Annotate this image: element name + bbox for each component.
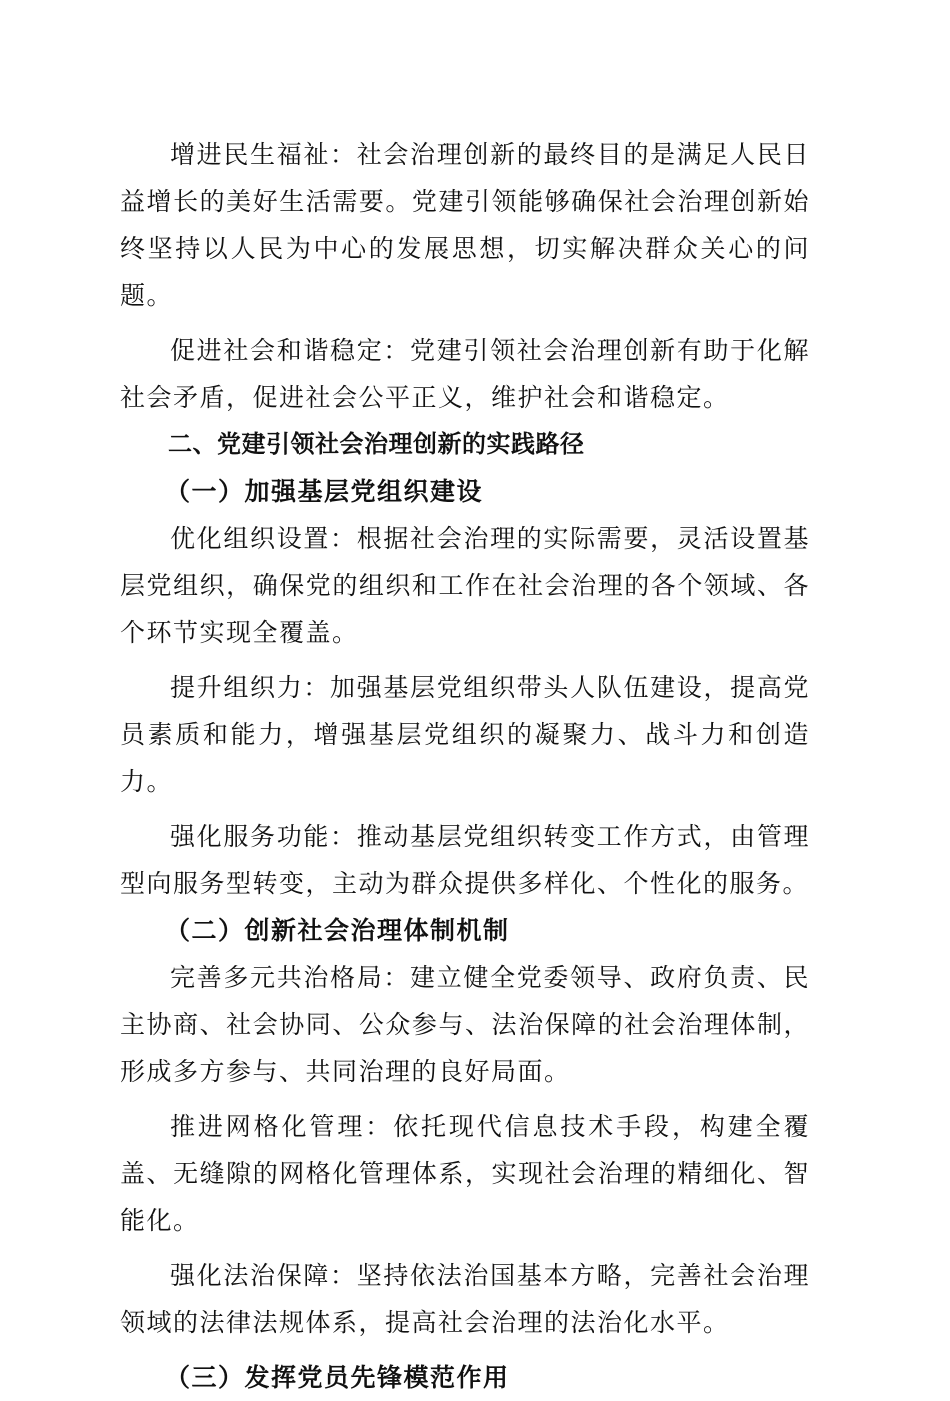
paragraph-service-function: 强化服务功能：推动基层党组织转变工作方式，由管理型向服务型转变，主动为群众提供多样化、个性化的服务。 bbox=[120, 822, 810, 898]
section-heading-practice-path: 二、党建引领社会治理创新的实践路径 bbox=[168, 430, 585, 458]
subheading-party-members-role: （三）发挥党员先锋模范作用 bbox=[165, 1363, 510, 1392]
paragraph-rule-of-law: 强化法治保障：坚持依法治国基本方略，完善社会治理领域的法律法规体系，提高社会治理的法治化水平。 bbox=[120, 1261, 810, 1337]
paragraph-organizational-capacity: 提升组织力：加强基层党组织带头人队伍建设，提高党员素质和能力，增强基层党组织的凝聚力、战斗力和创造力。 bbox=[120, 673, 810, 796]
subheading-grassroots-organization: （一）加强基层党组织建设 bbox=[165, 477, 484, 506]
subheading-governance-mechanism: （二）创新社会治理体制机制 bbox=[165, 916, 510, 945]
paragraph-harmony: 促进社会和谐稳定：党建引领社会治理创新有助于化解社会矛盾，促进社会公平正义，维护社会和谐稳定。 bbox=[120, 336, 810, 412]
paragraph-multi-governance: 完善多元共治格局：建立健全党委领导、政府负责、民主协商、社会协同、公众参与、法治保障的社会治理体制，形成多方参与、共同治理的良好局面。 bbox=[120, 963, 810, 1086]
paragraph-optimize-organization: 优化组织设置：根据社会治理的实际需要，灵活设置基层党组织，确保党的组织和工作在社会治理的各个领域、各个环节实现全覆盖。 bbox=[120, 524, 810, 647]
paragraph-livelihood: 增进民生福祉：社会治理创新的最终目的是满足人民日益增长的美好生活需要。党建引领能够确保社会治理创新始终坚持以人民为中心的发展思想，切实解决群众关心的问题。 bbox=[120, 140, 810, 310]
paragraph-grid-management: 推进网格化管理：依托现代信息技术手段，构建全覆盖、无缝隙的网格化管理体系，实现社会治理的精细化、智能化。 bbox=[120, 1112, 810, 1235]
